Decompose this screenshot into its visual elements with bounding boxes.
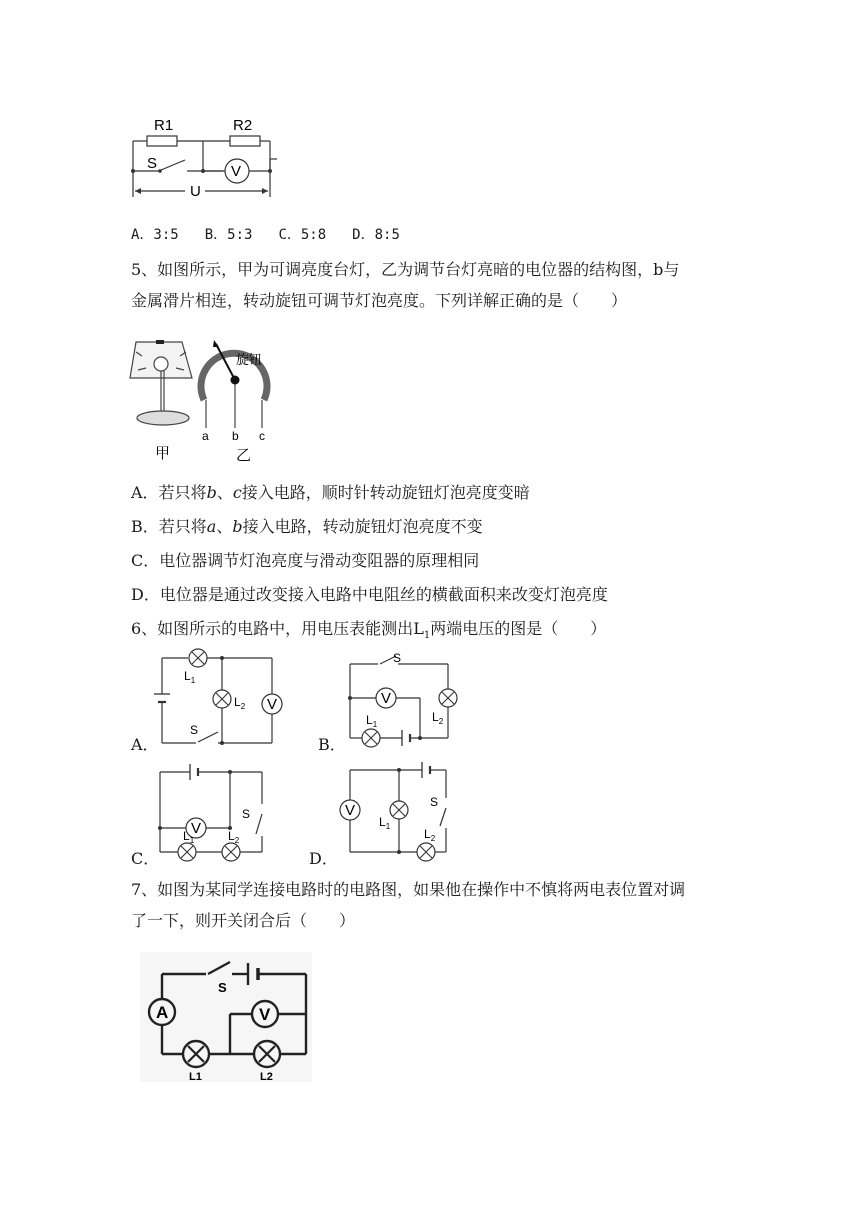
q5-option-a-rest: 接入电路，顺时针转动旋钮灯泡亮度变暗 xyxy=(241,483,530,502)
q6b-l2-sub: 2 xyxy=(438,717,444,726)
q6-label-a: A． xyxy=(131,735,159,754)
q6a-l2-letter: L xyxy=(234,695,241,709)
q6a-l1-sub: 1 xyxy=(190,676,196,685)
q6-label-d: D． xyxy=(309,849,338,868)
q6c-l2-letter: L xyxy=(228,829,235,843)
q6-label-c: C． xyxy=(131,849,160,868)
q5-option-a-var2: c xyxy=(232,483,242,502)
q6-stem xyxy=(131,614,606,651)
q6-stem-sub: 1 xyxy=(423,630,431,642)
q6c-l2-sub: 2 xyxy=(234,836,240,845)
q4-options xyxy=(131,224,400,244)
q6c-voltmeter: V xyxy=(191,820,202,837)
q5-option-c: C．电位器调节灯泡亮度与滑动变阻器的原理相同 xyxy=(131,551,480,570)
terminal-b-label: b xyxy=(232,429,239,443)
q6b-l2-label xyxy=(432,710,444,726)
q7-stem-line1: 7、如图为某同学连接电路时的电路图，如果他在操作中不慎将两电表位置对调 xyxy=(131,880,686,899)
q6c-l2-label xyxy=(228,829,240,845)
q6-circuit-c xyxy=(150,762,275,862)
q4-option-d: D．8:5 xyxy=(352,227,400,243)
q6a-l1-label xyxy=(184,669,196,685)
q6a-l1-letter: L xyxy=(184,669,191,683)
q6b-l1-label xyxy=(366,713,378,729)
q5-option-b-sep: 、 xyxy=(216,517,233,536)
pot-caption: 乙 xyxy=(236,447,252,464)
q6-label-b: B． xyxy=(318,735,346,754)
terminal-c-label: c xyxy=(259,429,265,443)
lamp-caption: 甲 xyxy=(155,445,171,462)
q7-l1-label: L1 xyxy=(189,1071,202,1083)
q4-supply-label: U xyxy=(190,183,201,200)
q6b-l1-sub: 1 xyxy=(372,720,378,729)
q6c-l1-letter: L xyxy=(183,829,190,843)
q6b-l1-letter: L xyxy=(366,713,373,727)
q6c-l1-sub: 1 xyxy=(189,836,195,845)
q5-option-a xyxy=(131,480,530,506)
q6d-l1-sub: 1 xyxy=(385,822,391,831)
q4-voltmeter-label: V xyxy=(231,163,242,180)
q6a-switch: S xyxy=(190,723,199,737)
q5-option-b xyxy=(131,514,483,540)
knob-label: 旋钮 xyxy=(236,352,263,367)
q6-circuit-d xyxy=(332,760,457,862)
q6d-l2-sub: 2 xyxy=(430,834,436,843)
knob-pivot xyxy=(231,376,240,385)
q4-option-c: C．5:8 xyxy=(278,227,327,243)
q5-option-b-var1: a xyxy=(206,517,217,536)
q6d-l2-label xyxy=(424,827,436,843)
q6a-l2-label xyxy=(234,695,246,711)
q5-stem-line2: 金属滑片相连，转动旋钮可调节灯泡亮度。下列详解正确的是（ ） xyxy=(131,291,628,310)
table-lamp-illustration xyxy=(130,342,192,425)
q5-option-b-var2: b xyxy=(232,517,243,536)
q5-stem-line1: 5、如图所示，甲为可调亮度台灯，乙为调节台灯亮暗的电位器的结构图，b与 xyxy=(131,260,680,279)
q4-option-b: B．5:3 xyxy=(204,227,253,243)
q5-option-b-rest: 接入电路，转动旋钮灯泡亮度不变 xyxy=(242,517,483,536)
q6b-l2-letter: L xyxy=(432,710,439,724)
q5-option-d: D．电位器是通过改变接入电路中电阻丝的横截面积来改变灯泡亮度 xyxy=(131,585,608,604)
q6a-voltmeter: V xyxy=(267,696,278,713)
q6-stem-lamp: L xyxy=(413,619,424,638)
terminal-a-label: a xyxy=(202,429,209,443)
q6c-switch: S xyxy=(242,807,251,821)
q7-voltmeter-label: V xyxy=(259,1005,271,1024)
q6b-voltmeter: V xyxy=(381,690,392,707)
q6-stem-before: 6、如图所示的电路中，用电压表能测出 xyxy=(131,619,414,638)
q7-ammeter-label: A xyxy=(156,1003,169,1022)
q4-switch-label: S xyxy=(147,155,158,172)
q6d-l1-letter: L xyxy=(379,815,386,829)
q7-circuit-diagram xyxy=(140,952,312,1082)
q5-option-a-var1: b xyxy=(206,483,217,502)
q6d-l1-label xyxy=(379,815,391,831)
q4-circuit-diagram xyxy=(125,115,295,205)
q6-circuit-b xyxy=(340,651,465,746)
q6d-l2-letter: L xyxy=(424,827,431,841)
q5-option-a-prefix: A．若只将 xyxy=(131,483,207,502)
q5-option-a-sep: 、 xyxy=(216,483,233,502)
q4-option-a: A．3:5 xyxy=(131,227,179,243)
q7-stem-line2: 了一下，则开关闭合后（ ） xyxy=(131,911,356,930)
q6-stem-after: 两端电压的图是（ ） xyxy=(430,619,607,638)
q7-switch-label: S xyxy=(218,980,227,995)
q6-circuit-a xyxy=(150,648,300,748)
q5-figure xyxy=(128,330,288,465)
q6b-switch: S xyxy=(393,651,402,665)
q6d-voltmeter: V xyxy=(345,802,356,819)
q6d-switch: S xyxy=(430,795,439,809)
q5-option-b-prefix: B．若只将 xyxy=(131,517,207,536)
q7-l2-label: L2 xyxy=(260,1071,273,1083)
q6a-l2-sub: 2 xyxy=(240,702,246,711)
q4-r2-label: R2 xyxy=(233,117,253,134)
q4-r1-label: R1 xyxy=(154,117,174,134)
